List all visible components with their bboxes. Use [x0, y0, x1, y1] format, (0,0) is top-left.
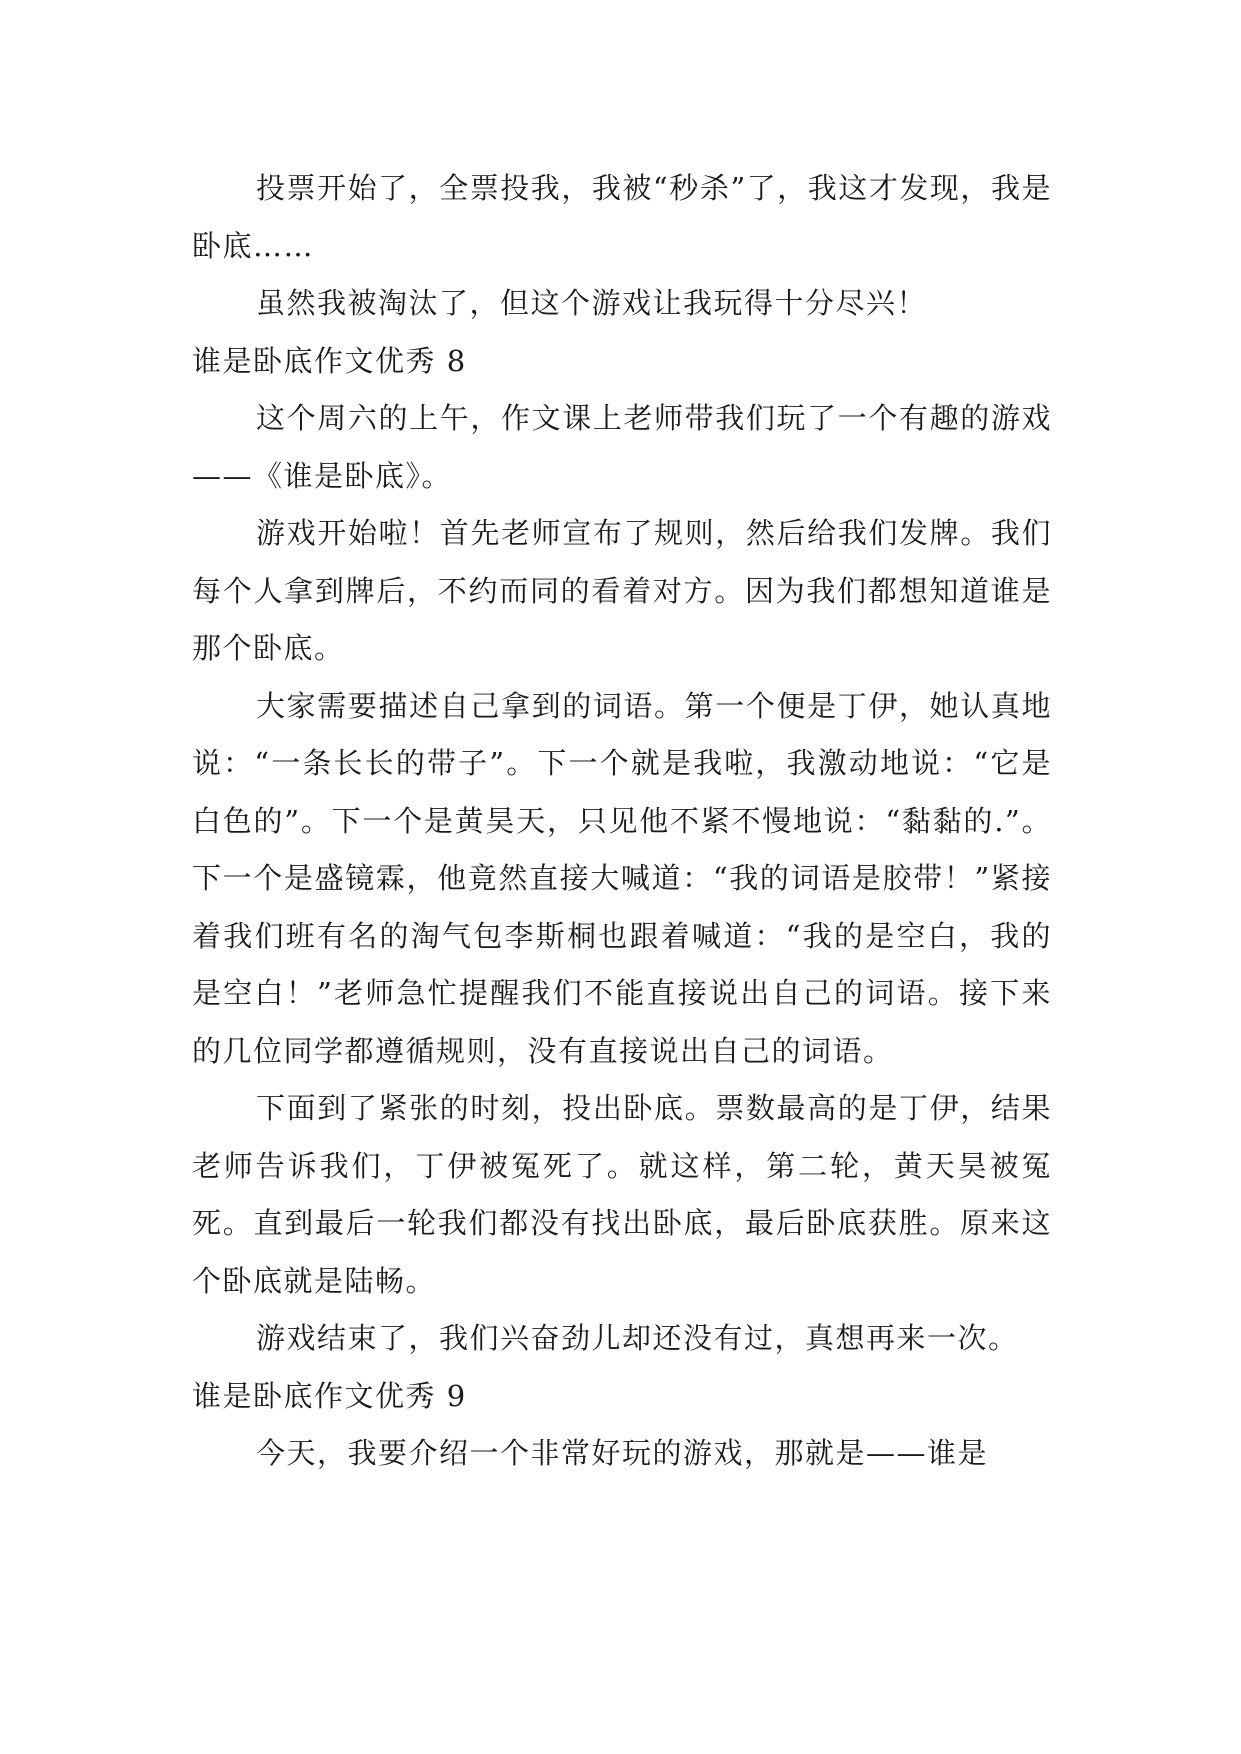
paragraph: 虽然我被淘汰了，但这个游戏让我玩得十分尽兴！: [256, 286, 928, 320]
paragraph: 投票开始了，全票投我，我被“秒杀”了，我这才发现，我是卧底……: [192, 171, 1052, 263]
paragraph: 今天，我要介绍一个非常好玩的游戏，那就是——谁是: [256, 1436, 989, 1470]
paragraph: 大家需要描述自己拿到的词语。第一个便是丁伊，她认真地说：“一条长长的带子”。下一个就是我啦，我激动地说：“它是白色的”。下一个是黄昊天，只见他不紧不慢地说：“黏黏的.”。下一个是盛镜霖，他竟然直接大喊道：“我的词语是胶带！”紧接着我们班有名的淘气包李斯桐也跟着喊道：“我的是空白，我的是空白！”老师急忙提醒我们不能直接说出自己的词语。接下来的几位同学都遵循规则，没有直接说出自己的词语。: [192, 688, 1052, 1068]
section-heading: 谁是卧底作文优秀 8: [192, 343, 467, 378]
paragraph: 游戏开始啦！首先老师宣布了规则，然后给我们发牌。我们每个人拿到牌后，不约而同的看着对方。因为我们都想知道谁是那个卧底。: [192, 516, 1052, 665]
section-heading: 谁是卧底作文优秀 9: [192, 1378, 467, 1413]
paragraph: 下面到了紧张的时刻，投出卧底。票数最高的是丁伊，结果老师告诉我们，丁伊被冤死了。就这样，第二轮，黄天昊被冤死。直到最后一轮我们都没有找出卧底，最后卧底获胜。原来这个卧底就是陆畅。: [192, 1091, 1052, 1298]
paragraph: 这个周六的上午，作文课上老师带我们玩了一个有趣的游戏——《谁是卧底》。: [192, 401, 1052, 493]
paragraph: 游戏结束了，我们兴奋劲儿却还没有过，真想再来一次。: [256, 1321, 1019, 1355]
document-body: [192, 160, 1052, 1483]
